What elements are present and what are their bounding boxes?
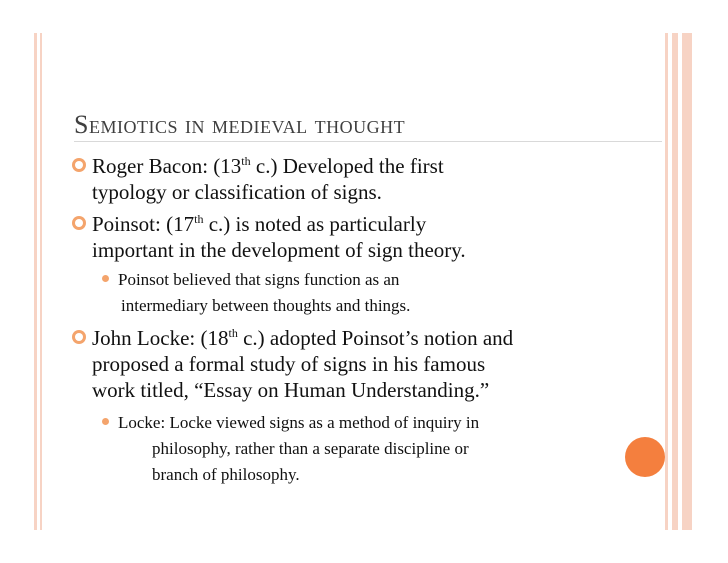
slide-title: Semiotics in medieval thought (74, 110, 406, 139)
bullet-text-line: important in the development of sign theory. (92, 238, 466, 262)
left-rail-outer (34, 33, 37, 530)
bullet-marker-icon (72, 216, 86, 230)
bullet-text-line: Locke: Locke viewed signs as a method of inquiry in (118, 413, 480, 432)
title-divider (74, 141, 662, 142)
sub-bullet-dot-icon (102, 418, 109, 425)
sub-bullet-item (102, 267, 622, 319)
bullet-text-line: Poinsot believed that signs function as an (118, 270, 400, 289)
bullet-text-line: Poinsot: (17th c.) is noted as particularly (92, 212, 427, 236)
decorative-circle (625, 437, 665, 477)
bullet-text-line: John Locke: (18th c.) adopted Poinsot’s notion and (92, 326, 514, 350)
bullet-text-line: philosophy, rather than a separate discipline or (152, 439, 469, 458)
right-rail-1 (665, 33, 668, 530)
sub-bullet-dot-icon (102, 275, 109, 282)
bullet-text-line: work titled, “Essay on Human Understanding.” (92, 378, 490, 402)
bullet-text-line: typology or classification of signs. (92, 180, 382, 204)
bullet-text-line: intermediary between thoughts and things. (121, 296, 411, 315)
bullet-item (78, 153, 618, 205)
sub-bullet-item (102, 410, 622, 488)
bullet-marker-icon (72, 158, 86, 172)
right-rail-3 (682, 33, 692, 530)
ordinal-superscript: th (228, 326, 238, 340)
bullet-item (78, 325, 618, 403)
bullet-text-line: Roger Bacon: (13th c.) Developed the first (92, 154, 444, 178)
bullet-marker-icon (72, 330, 86, 344)
right-rail-2 (672, 33, 678, 530)
ordinal-superscript: th (194, 212, 204, 226)
bullet-text-line: proposed a formal study of signs in his famous (92, 352, 486, 376)
left-rail-inner (40, 33, 42, 530)
bullet-text-line: branch of philosophy. (152, 465, 300, 484)
ordinal-superscript: th (241, 154, 251, 168)
bullet-item (78, 211, 618, 263)
